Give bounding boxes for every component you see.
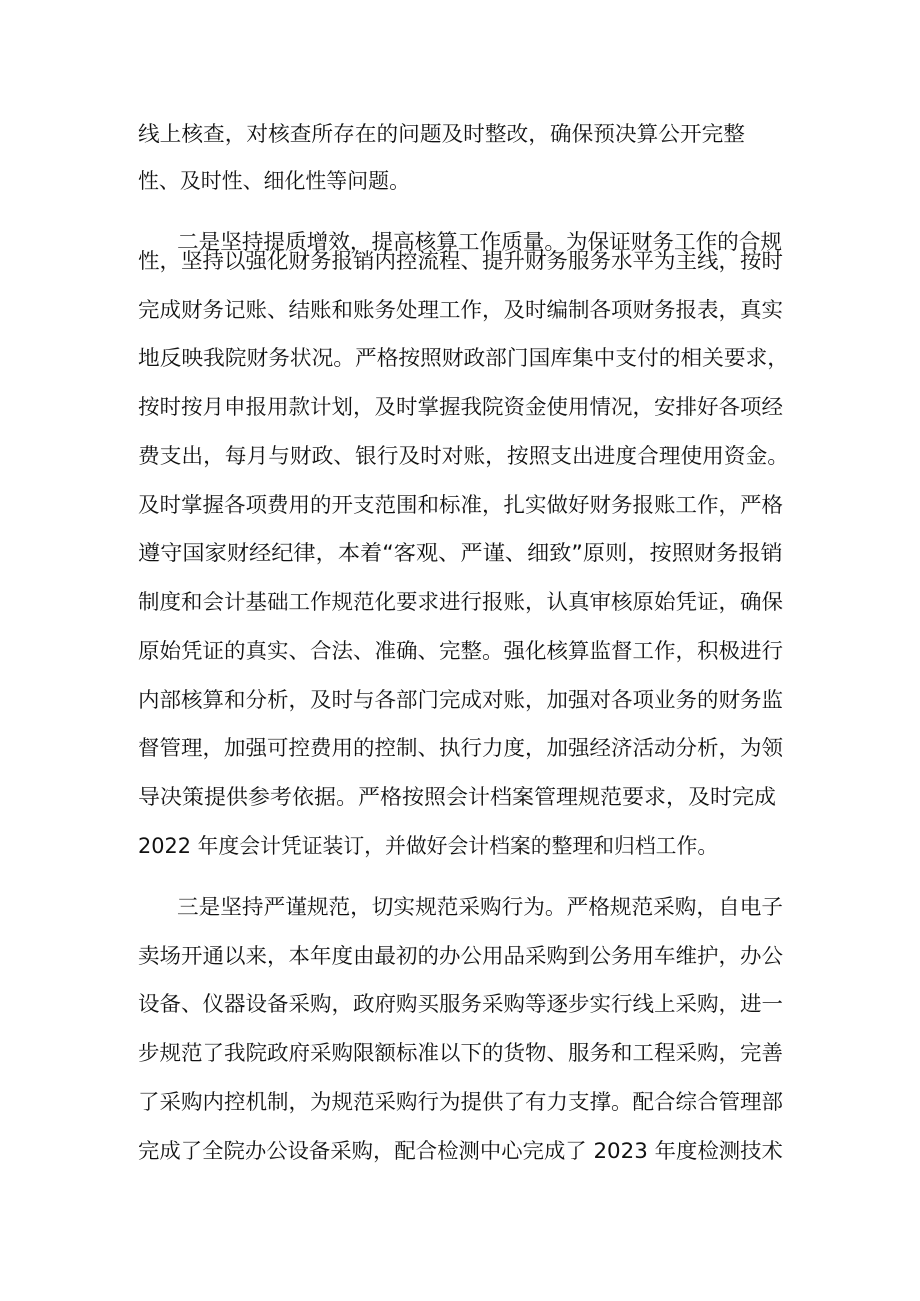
paragraph-3-line: 三是坚持严谨规范，切实规范采购行为。严格规范采购，自电子 [177, 895, 783, 919]
paragraph-2-line: 原始凭证的真实、合法、准确、完整。强化核算监督工作，积极进行 [138, 639, 783, 663]
paragraph-3-line: 步规范了我院政府采购限额标准以下的货物、服务和工程采购，完善 [138, 1041, 783, 1065]
paragraph-2-line: 二是坚持提质增效，提高核算工作质量。为保证财务工作的合规 [177, 230, 782, 254]
paragraph-2-line: 2022 年度会计凭证装订，并做好会计档案的整理和归档工作。 [138, 834, 719, 858]
paragraph-2-line: 地反映我院财务状况。严格按照财政部门国库集中支付的相关要求， [138, 346, 789, 370]
paragraph-3-line: 完成了全院办公设备采购，配合检测中心完成了 2023 年度检测技术 [138, 1139, 783, 1163]
paragraph-2-line: 督管理，加强可控费用的控制、执行力度，加强经济活动分析，为领 [138, 736, 783, 760]
paragraph-3-line: 设备、仪器设备采购，政府购买服务采购等逐步实行线上采购，进一 [138, 992, 783, 1016]
paragraph-3-line: 了采购内控机制，为规范采购行为提供了有力支撑。配合综合管理部 [138, 1090, 783, 1114]
paragraph-2-line: 导决策提供参考依据。严格按照会计档案管理规范要求，及时完成 [138, 785, 776, 809]
paragraph-2-line: 制度和会计基础工作规范化要求进行报账，认真审核原始凭证，确保 [138, 590, 783, 614]
paragraph-2-line: 完成财务记账、结账和账务处理工作，及时编制各项财务报表，真实 [138, 298, 783, 322]
paragraph-2-line: 性，坚持以强化财务报销内控流程、提升财务服务水平为主线，按时 [138, 249, 783, 273]
paragraph-2-line: 费支出，每月与财政、银行及时对账，按照支出进度合理使用资金。 [138, 444, 789, 468]
paragraph-2-line: 按时按月申报用款计划，及时掌握我院资金使用情况，安排好各项经 [138, 395, 783, 419]
paragraph-2-line: 内部核算和分析，及时与各部门完成对账，加强对各项业务的财务监 [138, 688, 783, 712]
paragraph-1-line: 性、及时性、细化性等问题。 [138, 169, 410, 193]
paragraph-2-line: 及时掌握各项费用的开支范围和标准，扎实做好财务报账工作，严格 [138, 493, 783, 517]
paragraph-2-line: 遵守国家财经纪律，本着“客观、严谨、细致”原则，按照财务报销 [138, 541, 783, 565]
paragraph-1-line: 线上核查，对核查所存在的问题及时整改，确保预决算公开完整 [138, 122, 745, 146]
paragraph-3-line: 卖场开通以来，本年度由最初的办公用品采购到公务用车维护，办公 [138, 944, 783, 968]
